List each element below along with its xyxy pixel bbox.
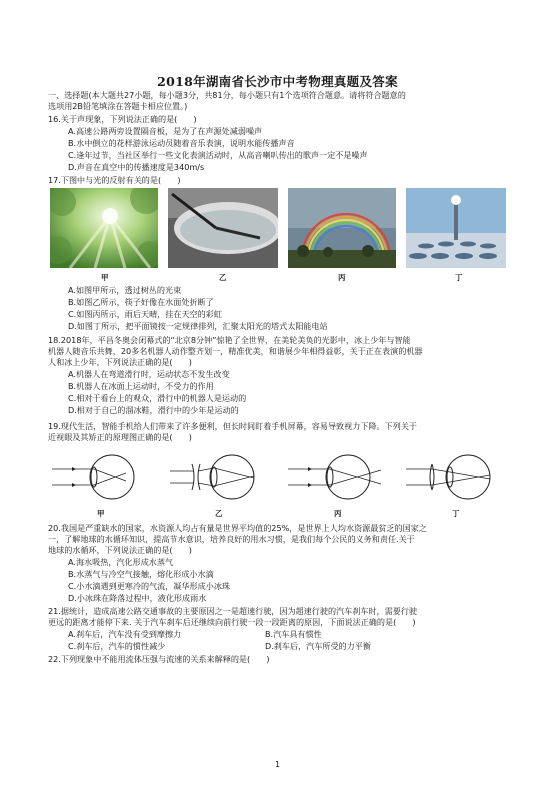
q20-option-b: B.水蒸气与冷空气接触，熔化形成小水滴 bbox=[68, 569, 214, 579]
q17-option-c: C.如图丙所示，雨后天晴，挂在天空的彩虹 bbox=[68, 309, 222, 319]
q19-caption-jia: 甲 bbox=[97, 509, 105, 518]
eye-diagram-jia bbox=[50, 448, 150, 506]
q18-option-d: D.相对于自己的溜冰鞋，滑行中的少年是运动的 bbox=[68, 405, 239, 415]
page-number: 1 bbox=[274, 760, 281, 769]
q17-stem: 17.下图中与光的反射有关的是( ) bbox=[48, 175, 181, 185]
solar-tower-photo bbox=[406, 188, 506, 268]
q17-option-a: A.如图甲所示，透过树丛的光束 bbox=[68, 285, 182, 295]
q17-caption-jia: 甲 bbox=[101, 273, 109, 282]
q17-option-b: B.如图乙所示，筷子好像在水面处折断了 bbox=[68, 297, 214, 307]
q17-figures bbox=[50, 188, 506, 268]
q19-caption-bing: 丙 bbox=[334, 509, 342, 518]
q21-stem-line-2: 更远的距离才能停下来. 关于汽车刹车后还继续向前行驶一段一段距离的原因，下面说法正确的是( ) bbox=[48, 617, 416, 627]
q19-caption-ding: 丁 bbox=[452, 509, 460, 518]
q17-caption-bing: 丙 bbox=[338, 273, 346, 282]
q20-stem-line-2: 一，了解地球的水循环知识，提高节水意识，培养良好的用水习惯，是我们每个公民的义务和责任.关于 bbox=[48, 534, 415, 544]
forest-light-photo bbox=[50, 188, 158, 268]
eye-diagram-ding bbox=[404, 448, 504, 506]
q17-caption-ding: 丁 bbox=[455, 273, 463, 282]
q18-stem-line-3: 人和冰上少年，下列说法正确的是( ) bbox=[48, 357, 192, 367]
eye-diagram-bing bbox=[286, 448, 386, 506]
q16-option-c: C.逢年过节，当社区举行一些文化表演活动时，从高音喇叭传出的歌声一定不是噪声 bbox=[68, 150, 368, 160]
q21-option-a: A.刹车后，汽车没有受到摩擦力 bbox=[68, 629, 182, 639]
q16-option-d: D.声音在真空中的传播速度是340m/s bbox=[68, 162, 205, 172]
page-title: 2018年湖南省长沙市中考物理真题及答案 bbox=[157, 74, 398, 89]
q20-stem-line-3: 地球的水循环，下列说法正确的是( ) bbox=[48, 545, 192, 555]
q22-stem: 22.下列现象中不能用流体压强与流速的关系来解释的是( ) bbox=[48, 654, 270, 664]
q20-option-a: A.海水吸热，汽化形成水蒸气 bbox=[68, 557, 174, 567]
q21-stem-line-1: 21.据统计，造成高速公路交通事故的主要原因之一是超速行驶，因为超速行驶的汽车刹车时，需要行驶 bbox=[48, 606, 418, 616]
q18-option-c: C.相对于看台上的观众，滑行中的机器人是运动的 bbox=[68, 393, 247, 403]
q18-stem-line-1: 18.2018年，平昌冬奥会闭幕式的“北京8分钟”惊艳了全世界，在美轮美奂的光影中，冰上少年与智能 bbox=[48, 335, 411, 345]
q18-stem-line-2: 机器人随音乐共舞，20多名机器人动作整齐划一，精准优美，和谐展少年相得益彰，关于正在表演的机器 bbox=[48, 346, 423, 356]
eye-diagram-yi bbox=[168, 448, 268, 506]
q21-option-c: C.刹车后，汽车的惯性减少 bbox=[68, 641, 166, 651]
q16-stem: 16.关于声现象，下列说法正确的是( ) bbox=[48, 114, 197, 124]
chopstick-bowl-photo bbox=[168, 188, 278, 268]
q20-stem-line-1: 20.我国是严重缺水的国家，水资源人均占有量是世界平均值的25%，是世界上人均水资源最贫乏的国家之 bbox=[48, 523, 427, 533]
q17-option-d: D.如图丁所示，把平面镜按一定规律排列，汇聚太阳光的塔式太阳能电站 bbox=[68, 321, 328, 331]
q18-option-b: B.机器人在冰面上运动时，不受力的作用 bbox=[68, 381, 214, 391]
q21-option-d: D.刹车后，汽车所受的力平衡 bbox=[265, 641, 371, 651]
section-instruction-line-2: 选项用2B铅笔填涂在答题卡相应位置。) bbox=[48, 101, 188, 111]
q16-option-a: A.高速公路两旁设置隔音板，是为了在声源处减弱噪声 bbox=[68, 126, 263, 136]
rainbow-photo bbox=[288, 188, 396, 268]
q19-stem-line-2: 近视眼及其矫正的原理图正确的是( ) bbox=[48, 432, 192, 442]
q18-option-a: A.机器人在弯道滑行时，运动状态不发生改变 bbox=[68, 369, 230, 379]
q20-option-c: C.小水滴遇到更寒冷的气流，凝华形成小冰珠 bbox=[68, 581, 231, 591]
q16-option-b: B.水中倒立的花样游泳运动员随着音乐表演，说明水能传播声音 bbox=[68, 138, 295, 148]
q19-stem-line-1: 19.现代生活，智能手机给人们带来了许多便利，但长时间盯着手机屏幕，容易导致视力下降。下列关于 bbox=[48, 421, 418, 431]
q17-caption-yi: 乙 bbox=[219, 273, 227, 282]
q21-option-b: B.汽车具有惯性 bbox=[265, 629, 322, 639]
section-instruction-line-1: 一、选择题(本大题共27小题，每小题3分，共81分，每小题只有1个选项符合题意。请将符合题意的 bbox=[48, 90, 406, 100]
q19-caption-yi: 乙 bbox=[215, 509, 223, 518]
q19-eye-diagrams bbox=[50, 448, 505, 506]
q20-option-d: D.小冰珠在降落过程中，液化形成雨水 bbox=[68, 593, 207, 603]
